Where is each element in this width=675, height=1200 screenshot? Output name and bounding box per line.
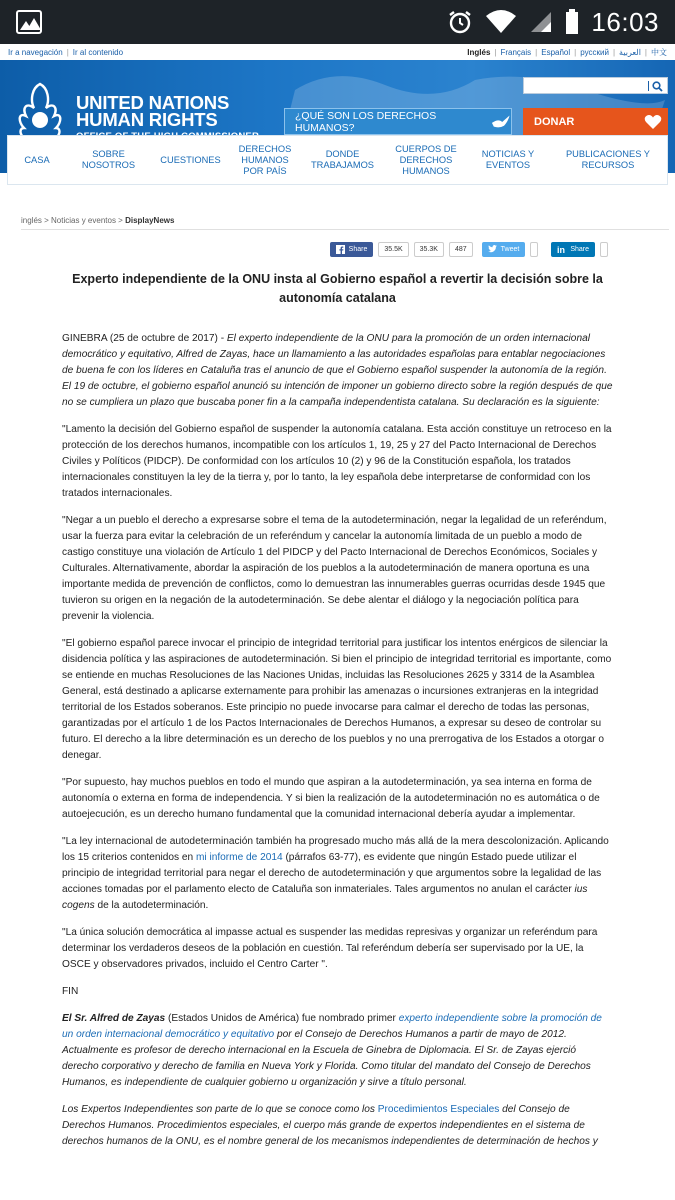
paragraph-6: "La única solución democrática al impasse actual es suspender las medidas represivas y organizar un referéndum para determinar los verdaderos deseos de la población en cuestión. Tal referéndum debería ser supervisado por la UE, la OSCE y observadores privados, incluido el Centro Carter ". <box>62 927 598 970</box>
skip-nav-link[interactable]: Ir a navegación <box>8 47 63 57</box>
twitter-icon <box>488 245 497 253</box>
logo-line1: UNITED NATIONS <box>76 92 230 113</box>
status-bar <box>0 0 675 44</box>
linkedin-share-label: Share <box>570 245 589 253</box>
search-icon[interactable] <box>652 81 663 92</box>
article-lead <box>62 331 613 411</box>
clock: 16:03 <box>591 6 659 37</box>
lang-ru[interactable]: русский <box>580 47 609 57</box>
bio-name: El Sr. Alfred de Zayas <box>62 1013 166 1024</box>
heart-icon <box>644 114 662 130</box>
divider <box>21 229 669 230</box>
nav-item-where-we-work[interactable]: DONDE TRABAJAMOS <box>310 149 375 170</box>
top-bar: Ir a navegación | Ir al contenido Inglés | Français | Español | русский | العربية | 中文 <box>0 45 675 59</box>
dove-icon <box>491 114 511 130</box>
alarm-icon <box>447 9 473 35</box>
battery-icon <box>565 9 579 35</box>
search-input[interactable] <box>523 77 668 94</box>
breadcrumb-sep: > <box>115 216 126 225</box>
report-2014-link[interactable]: mi informe de 2014 <box>195 852 283 863</box>
lang-fr[interactable]: Français <box>500 47 532 57</box>
breadcrumb-sep: > <box>41 216 52 225</box>
last-text-b: del Consejo de Derechos Humanos. Procedimientos especiales, el cuerpo más grande de expertos independientes en el sistema de derechos humanos de la ONU, es el nombre general de los mecanismos independientes de determinación de hechos y <box>62 1104 598 1147</box>
bio-paragraph <box>62 1011 613 1091</box>
article-title: Experto independiente de la ONU insta al Gobierno español a revertir la decisión sobre la autonomía catalana <box>72 272 603 305</box>
expert-mandate-link[interactable]: experto independiente sobre la promoción de un orden internacional democrático y equitativo <box>62 1013 602 1040</box>
breadcrumb-home[interactable]: inglés <box>21 216 42 225</box>
twitter-share-count <box>530 242 538 257</box>
facebook-icon <box>336 245 345 254</box>
main-nav <box>7 135 668 185</box>
last-text-a: Los Expertos Independientes son parte de lo que se conoce como los <box>62 1104 378 1115</box>
facebook-share-button[interactable] <box>330 242 374 257</box>
svg-text:in: in <box>557 244 566 254</box>
logo-line2: HUMAN RIGHTS <box>76 109 218 130</box>
donate-button[interactable] <box>523 108 668 135</box>
breadcrumb-current: DisplayNews <box>125 216 175 225</box>
nav-item-bodies[interactable]: CUERPOS DE DERECHOS HUMANOS <box>395 143 457 176</box>
share-count-2: 35.3K <box>414 242 444 257</box>
end-marker: FIN <box>62 986 79 997</box>
dateline: GINEBRA (25 de octubre de 2017) - <box>62 333 227 344</box>
search-divider <box>648 81 649 91</box>
paragraph-5 <box>62 834 613 914</box>
lang-ar[interactable]: العربية <box>619 47 641 57</box>
signal-icon <box>529 10 553 34</box>
share-count-3: 487 <box>449 242 473 257</box>
breadcrumb <box>21 216 675 225</box>
paragraph-3: "El gobierno español parece invocar el principio de integridad territorial para justificar los intentos enérgicos de silenciar la disidencia política y las aspiraciones de autodeterminación. Si bien el principio de integridad territorial es importante, como se entiende en muchas Resoluciones de las Naciones Unidas, incluidas las Resoluciones 2625 y 3314 de la Asamblea General, está destinado a aplicarse externamente para prohibir las amenazas o incursiones extranjeras en la integridad territorial de los Estados soberanos. Este principio no puede invocarse para calmar el derecho de todas las personas, garantizadas por el artículo 1 de los Pactos Internacionales de Derechos Humanos, a expresar su deseo de controlar su futuro. El derecho a la libre determinación es un derecho de los pueblos y no una prerrogativa de los Estados a otorgar o denegar. <box>62 638 612 761</box>
paragraph-1: "Lamento la decisión del Gobierno español de suspender la autonomía catalana. Esta acción constituye un retroceso en la protección de los derechos humanos, incompatible con los artículos 1, 19, 25 y 27 del Pacto Internacional de Derechos Civiles y Políticos (PIDCP). De conformidad con los artículos 10 (2) y 96 de la Constitución española, los tratados internacionales constituyen la ley de la tierra y, por lo tanto, la ley española debe interpretarse de conformidad con los tratados internacionales. <box>62 424 612 499</box>
linkedin-share-button[interactable] <box>551 242 595 257</box>
nav-item-issues[interactable]: CUESTIONES <box>160 154 221 165</box>
facebook-share-label: Share <box>348 245 368 253</box>
main-nav-wrapper <box>0 135 675 185</box>
language-switcher: Inglés | Français | Español | русский | العربية | 中文 <box>467 47 667 57</box>
special-procedures-paragraph <box>62 1102 613 1150</box>
paragraph-5-text-c: de la autodeterminación. <box>94 900 209 911</box>
paragraph-2: "Negar a un pueblo el derecho a expresarse sobre el tema de la autodeterminación, negar la legalidad de un referéndum, usar la fuerza para evitar la celebración de un referéndum y cancelar la autonomía limitada de un pueblo a modo de castigo constituye una violación de Artículo 1 del PIDCP y del Pacto Internacional de Derechos Económicos, Sociales y Culturales. Alternativamente, abordar la aspiración de los pueblos a la autodeterminación de manera oportuna es una importante medida de prevención de conflictos, como lo demuestran las innumerables guerras ocurridas desde 1945 que tuvieron su origen en la negación de la autodeterminación. Se debe alentar el diálogo y la negociación política para prevenir la violencia. <box>62 515 607 622</box>
twitter-share-label: Tweet <box>500 245 520 253</box>
linkedin-icon <box>557 245 566 254</box>
image-notification-icon <box>16 10 42 34</box>
twitter-share-button[interactable] <box>482 242 526 257</box>
article-body <box>62 331 613 1150</box>
paragraph-5-italic: ius cogens <box>62 884 588 911</box>
what-are-human-rights-label: ¿QUÉ SON LOS DERECHOS HUMANOS? <box>295 109 437 134</box>
special-procedures-link[interactable]: Procedimientos Especiales <box>377 1104 500 1115</box>
paragraph-4: "Por supuesto, hay muchos pueblos en todo el mundo que aspiran a la autodeterminación, ya sea interna en forma de autonomía o externa en forma de independencia. Y si bien la realización de la autodeterminación no es automática o de autoejecución, es un derecho humano fundamental que la comunidad internacional debería ayudar a implementar. <box>62 777 600 820</box>
breadcrumb-news[interactable]: Noticias y eventos <box>51 216 116 225</box>
nav-item-countries[interactable]: DERECHOS HUMANOS POR PAÍS <box>238 143 292 176</box>
linkedin-share-count <box>600 242 608 257</box>
lead-text: El experto independiente de la ONU para la promoción de un orden internacional democrático y equitativo, Alfred de Zayas, hace un llamamiento a las autoridades españolas para entablar negociaciones de buena fe con los líderes en Cataluña tras el anuncio de que el Gobierno español suspender la autonomía de la región. El 19 de octubre, el gobierno español anunció su intención de imponer un gobierno directo sobre la región después de que no se cumpliera un plazo que buscaba poner fin a la campaña independentista catalana. Su declaración es la siguiente: <box>62 333 613 408</box>
paragraph-5-text-a: "La ley internacional de autodeterminación también ha progresado mucho más allá de la mera descolonización. Aplicando los 15 criterios contenidos en <box>62 836 609 863</box>
lang-es[interactable]: Español <box>541 47 571 57</box>
wifi-icon <box>485 10 517 34</box>
skip-content-link[interactable]: Ir al contenido <box>72 47 124 57</box>
lang-zh[interactable]: 中文 <box>651 47 667 57</box>
nav-item-home[interactable]: CASA <box>24 154 50 165</box>
facebook-share-count: 35.5K <box>378 242 408 257</box>
bio-text-a: (Estados Unidos de América) fue nombrado primer <box>165 1013 399 1024</box>
nav-item-news[interactable]: NOTICIAS Y EVENTOS <box>481 149 535 170</box>
bio-text-b: por el Consejo de Derechos Humanos a partir de mayo de 2012. Actualmente es profesor de derecho internacional en la Escuela de Ginebra de Diplomacia. El Sr. de Zayas ejerció derecho corporativo y derecho de familia en Nueva York y Florida. Como titular del mandato del Consejo de Derechos Humanos, es independiente de cualquier gobierno u organización y sirve a título personal. <box>62 1029 591 1088</box>
lang-en[interactable]: Inglés <box>467 47 491 57</box>
what-are-human-rights-button[interactable] <box>284 108 512 135</box>
donate-label: DONAR <box>534 115 575 128</box>
nav-item-about[interactable]: SOBRE NOSOTROS <box>81 149 136 170</box>
nav-item-publications[interactable]: PUBLICACIONES Y RECURSOS <box>565 149 651 170</box>
paragraph-5-text-b: (párrafos 63-77), es evidente que ningún Estado puede utilizar el principio de integridad territorial para negar el derecho de autodeterminación y que argumentos sobre la legalidad de las acciones tomadas por el parlamento electo de Cataluña son inmateriales. Tales argumentos no anulan el carácter <box>62 852 602 895</box>
share-bar <box>0 241 608 257</box>
